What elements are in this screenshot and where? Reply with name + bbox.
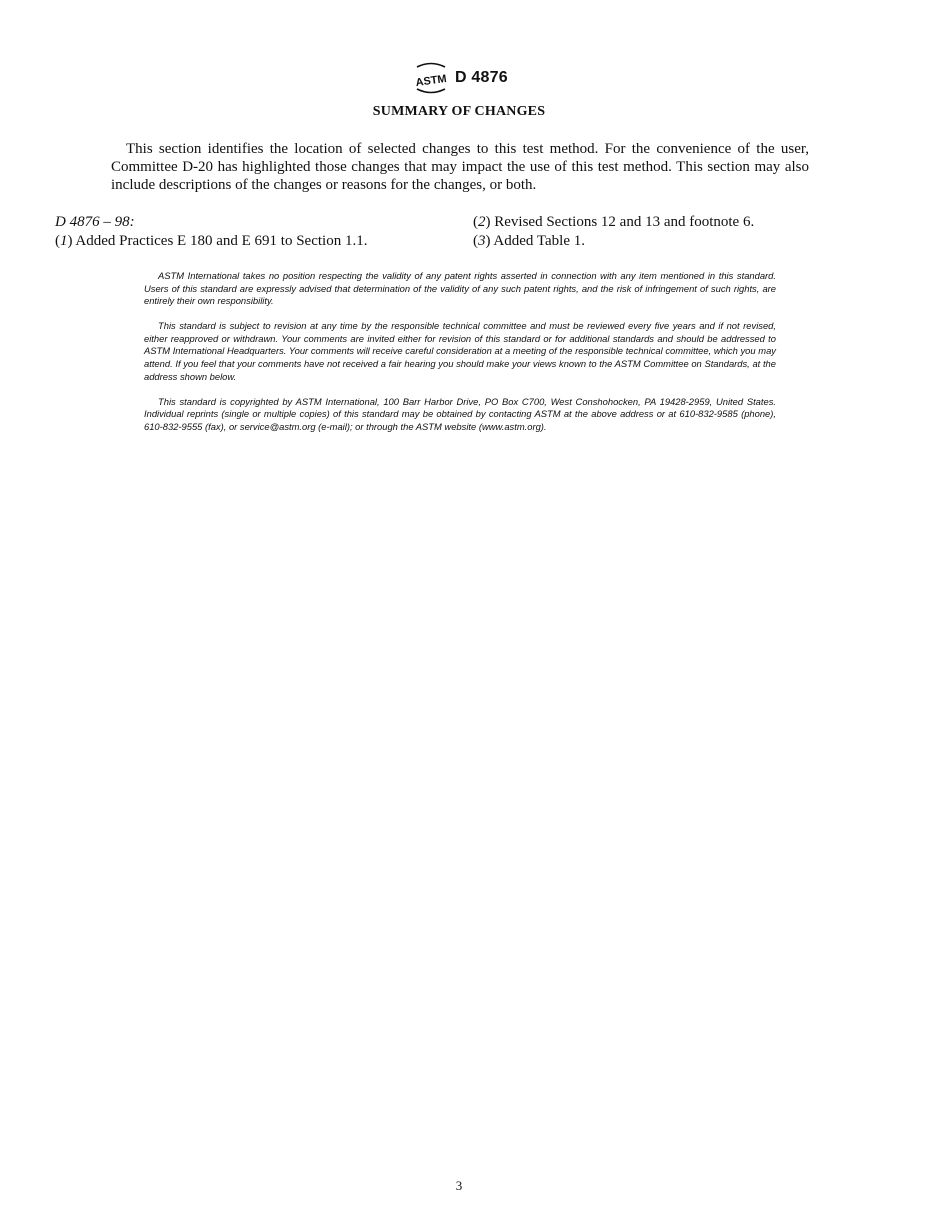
change-item: (2) Revised Sections 12 and 13 and footnote 6. bbox=[473, 214, 755, 230]
designation-number: D 4876 bbox=[455, 69, 508, 86]
section-title: SUMMARY OF CHANGES bbox=[372, 104, 546, 119]
changes-column-left bbox=[55, 213, 455, 250]
version-label: D 4876 – 98: bbox=[55, 214, 135, 230]
change-number: 2 bbox=[478, 214, 486, 230]
page-number: 3 bbox=[455, 1178, 463, 1193]
changes-column-right bbox=[473, 213, 818, 250]
legal-notes bbox=[144, 270, 776, 446]
page-header bbox=[0, 62, 950, 96]
copyright-notice: This standard is copyrighted by ASTM International, 100 Barr Harbor Drive, PO Box C700, West Conshohocken, PA 19428-2959, United States. Individual reprints (single or multiple copies) of this standard may be obtained by contacting ASTM at the above address or at 610-832-9585 (phone), 610-832-9555 (fax), or service@astm.org (e-mail); or through the ASTM website (www.astm.org). bbox=[144, 395, 776, 432]
revision-notice: This standard is subject to revision at any time by the responsible technical committee and must be reviewed every five years and if not revised, either reapproved or withdrawn. Your comments are invited either for revision of this standard or for additional standards and should be addressed to ASTM International Headquarters. Your comments will receive careful consideration at a meeting of the responsible technical committee, which you may attend. If you feel that your comments have not received a fair hearing you should make your views known to the ASTM Committee on Standards, at the address shown below. bbox=[144, 320, 776, 382]
change-number: 1 bbox=[60, 232, 68, 249]
svg-text:ASTM: ASTM bbox=[414, 72, 448, 90]
change-text: Revised Sections 12 and 13 and footnote 6. bbox=[494, 214, 755, 230]
change-text: Added Table 1. bbox=[493, 232, 585, 249]
change-item: (1) Added Practices E 180 and E 691 to Section 1.1. bbox=[55, 232, 368, 249]
change-number: 3 bbox=[478, 232, 486, 249]
change-item: (3) Added Table 1. bbox=[473, 232, 585, 249]
astm-logo-icon bbox=[412, 62, 450, 94]
change-text: Added Practices E 180 and E 691 to Section 1.1. bbox=[75, 232, 368, 249]
patent-notice: ASTM International takes no position respecting the validity of any patent rights asserted in connection with any item mentioned in this standard. Users of this standard are expressly advised that determination of the validity of any such patent rights, and the risk of infringement of such rights, are entirely their own responsibility. bbox=[144, 270, 776, 307]
intro-paragraph: This section identifies the location of selected changes to this test method. For the convenience of the user, Committee D-20 has highlighted those changes that may impact the use of this test method. This section may also include descriptions of the changes or reasons for the changes, or both. bbox=[111, 141, 809, 193]
